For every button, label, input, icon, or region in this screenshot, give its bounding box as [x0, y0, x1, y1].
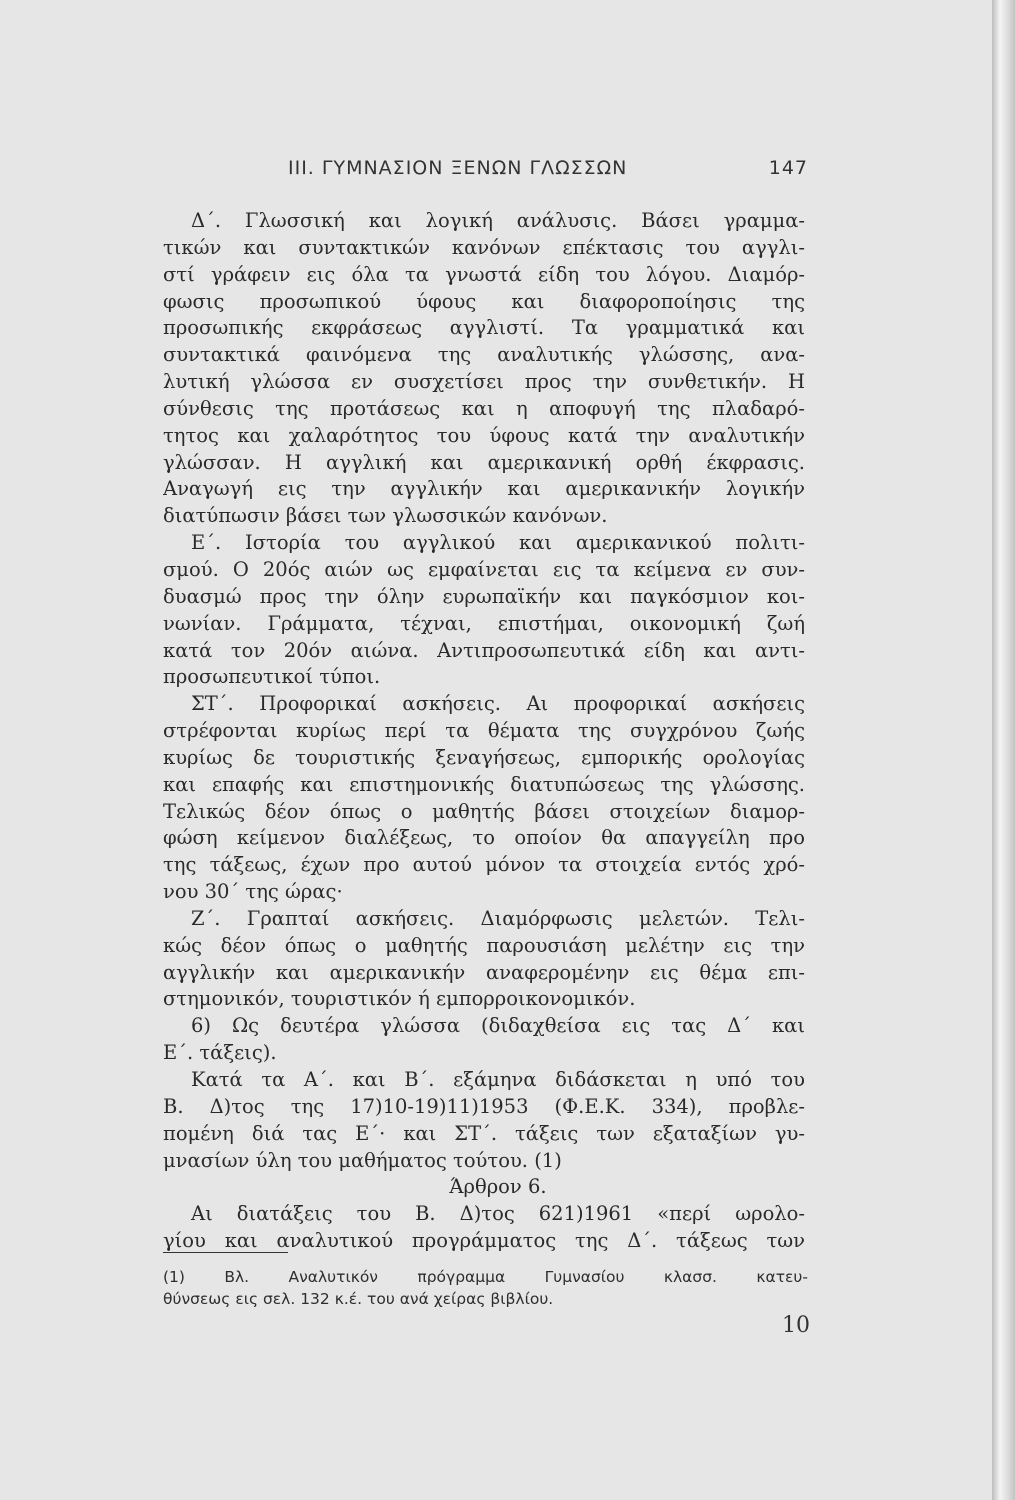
- footnote: [163, 1266, 808, 1310]
- text-line: στημονικόν, τουριστικόν ή εμπορροικονομικόν.: [163, 987, 636, 1011]
- running-title: ΙΙΙ. ΓΥΜΝΑΣΙΟΝ ΞΕΝΩΝ ΓΛΩΣΣΩΝ: [288, 157, 628, 179]
- footnote-line: (1) Βλ. Αναλυτικόν πρόγραμμα Γυμνασίου κλασσ. κατευ-: [163, 1268, 808, 1286]
- text-line: Αναγωγή εις την αγγλικήν και αμερικανικήν λογικήν: [163, 477, 805, 501]
- text-line: Τελικώς δέον όπως ο μαθητής βάσει στοιχείων διαμορ-: [163, 799, 805, 823]
- text-line: Ε΄. Ιστορία του αγγλικού και αμερικανικού πολιτι-: [191, 531, 805, 555]
- text-line: πομένη διά τας Ε΄· και ΣΤ΄. τάξεις των εξαταξίων γυ-: [163, 1121, 805, 1145]
- page-edge: [992, 0, 1015, 1500]
- footnote-rule: [163, 1252, 288, 1253]
- text-line: διατύπωσιν βάσει των γλωσσικών κανόνων.: [163, 504, 608, 528]
- text-line: φωσις προσωπικού ύφους και διαφοροποίησις της: [163, 289, 805, 313]
- text-line: σμού. Ο 20ός αιών ως εμφαίνεται εις τα κείμενα εν συν-: [163, 557, 805, 581]
- text-line: φώση κείμενον διαλέξεως, το οποίον θα απαγγείλη προ: [163, 826, 805, 850]
- text-line: κατά τον 20όν αιώνα. Αντιπροσωπευτικά είδη και αντι-: [163, 638, 805, 662]
- text-line: συντακτικά φαινόμενα της αναλυτικής γλώσσης, ανα-: [163, 343, 805, 367]
- text-line: Αι διατάξεις του Β. Δ)τος 621)1961 «περί ωρολο-: [191, 1202, 805, 1226]
- text-line: στρέφονται κυρίως περί τα θέματα της συγχρόνου ζωής: [163, 719, 805, 743]
- text-line: γίου και αναλυτικού προγράμματος της Δ΄. τάξεως των: [163, 1229, 805, 1253]
- text-line: Ε΄. τάξεις).: [163, 1041, 277, 1065]
- text-line: 6) Ως δευτέρα γλώσσα (διδαχθείσα εις τας Δ΄ και: [191, 1014, 805, 1038]
- text-line: Ζ΄. Γραπταί ασκήσεις. Διαμόρφωσις μελετών. Τελι-: [191, 906, 805, 930]
- text-line: της τάξεως, έχων προ αυτού μόνον τα στοιχεία εντός χρό-: [163, 853, 805, 877]
- text-line: μνασίων ύλη του μαθήματος τούτου. (1): [163, 1148, 562, 1172]
- text-line: Δ΄. Γλωσσική και λογική ανάλυσις. Βάσει γραμμα-: [191, 209, 805, 232]
- text-line: νου 30΄ της ώρας·: [163, 880, 343, 904]
- signature-mark: 10: [782, 1313, 810, 1338]
- page-number: 147: [768, 157, 808, 179]
- text-line: προσωπευτικοί τύποι.: [163, 665, 381, 689]
- text-line: Β. Δ)τος της 17)10-19)11)1953 (Φ.Ε.Κ. 334), προβλε-: [163, 1094, 805, 1118]
- text-line: σύνθεσις της προτάσεως και η αποφυγή της πλαδαρό-: [163, 396, 805, 420]
- text-line: Κατά τα Α΄. και Β΄. εξάμηνα διδάσκεται η υπό του: [191, 1068, 805, 1091]
- text-line: γλώσσαν. Η αγγλική και αμερικανική ορθή έκφρασις.: [163, 450, 805, 474]
- text-line: νωνίαν. Γράμματα, τέχναι, επιστήμαι, οικονομική ζωή: [163, 611, 805, 635]
- text-line: προσωπικής εκφράσεως αγγλιστί. Τα γραμματικά και: [163, 316, 805, 340]
- text-line: λυτική γλώσσα εν συσχετίσει προς την συνθετικήν. Η: [163, 370, 805, 394]
- text-line: και επαφής και επιστημονικής διατυπώσεως της γλώσσης.: [163, 772, 805, 796]
- footnote-line: θύνσεως εις σελ. 132 κ.έ. του ανά χείρας βιβλίου.: [163, 1290, 554, 1308]
- text-line: τικών και συντακτικών κανόνων επέκτασις του αγγλι-: [163, 235, 805, 259]
- text-line: αγγλικήν και αμερικανικήν αναφερομένην εις θέμα επι-: [163, 960, 805, 984]
- text-line: κυρίως δε τουριστικής ξεναγήσεως, εμπορικής ορολογίας: [163, 745, 805, 769]
- text-line: τητος και χαλαρότητος του ύφους κατά την αναλυτικήν: [163, 423, 805, 447]
- text-line: ΣΤ΄. Προφορικαί ασκήσεις. Αι προφορικαί ασκήσεις: [191, 692, 805, 716]
- body-text: [163, 208, 805, 1255]
- text-line: στί γράφειν εις όλα τα γνωστά είδη του λόγου. Διαμόρ-: [163, 262, 805, 286]
- text-line: κώς δέον όπως ο μαθητής παρουσιάση μελέτην εις την: [163, 933, 805, 957]
- running-head: [163, 157, 808, 187]
- article-heading: Άρθρον 6.: [449, 1175, 547, 1199]
- text-line: δυασμώ προς την όλην ευρωπαϊκήν και παγκόσμιον κοι-: [163, 584, 805, 608]
